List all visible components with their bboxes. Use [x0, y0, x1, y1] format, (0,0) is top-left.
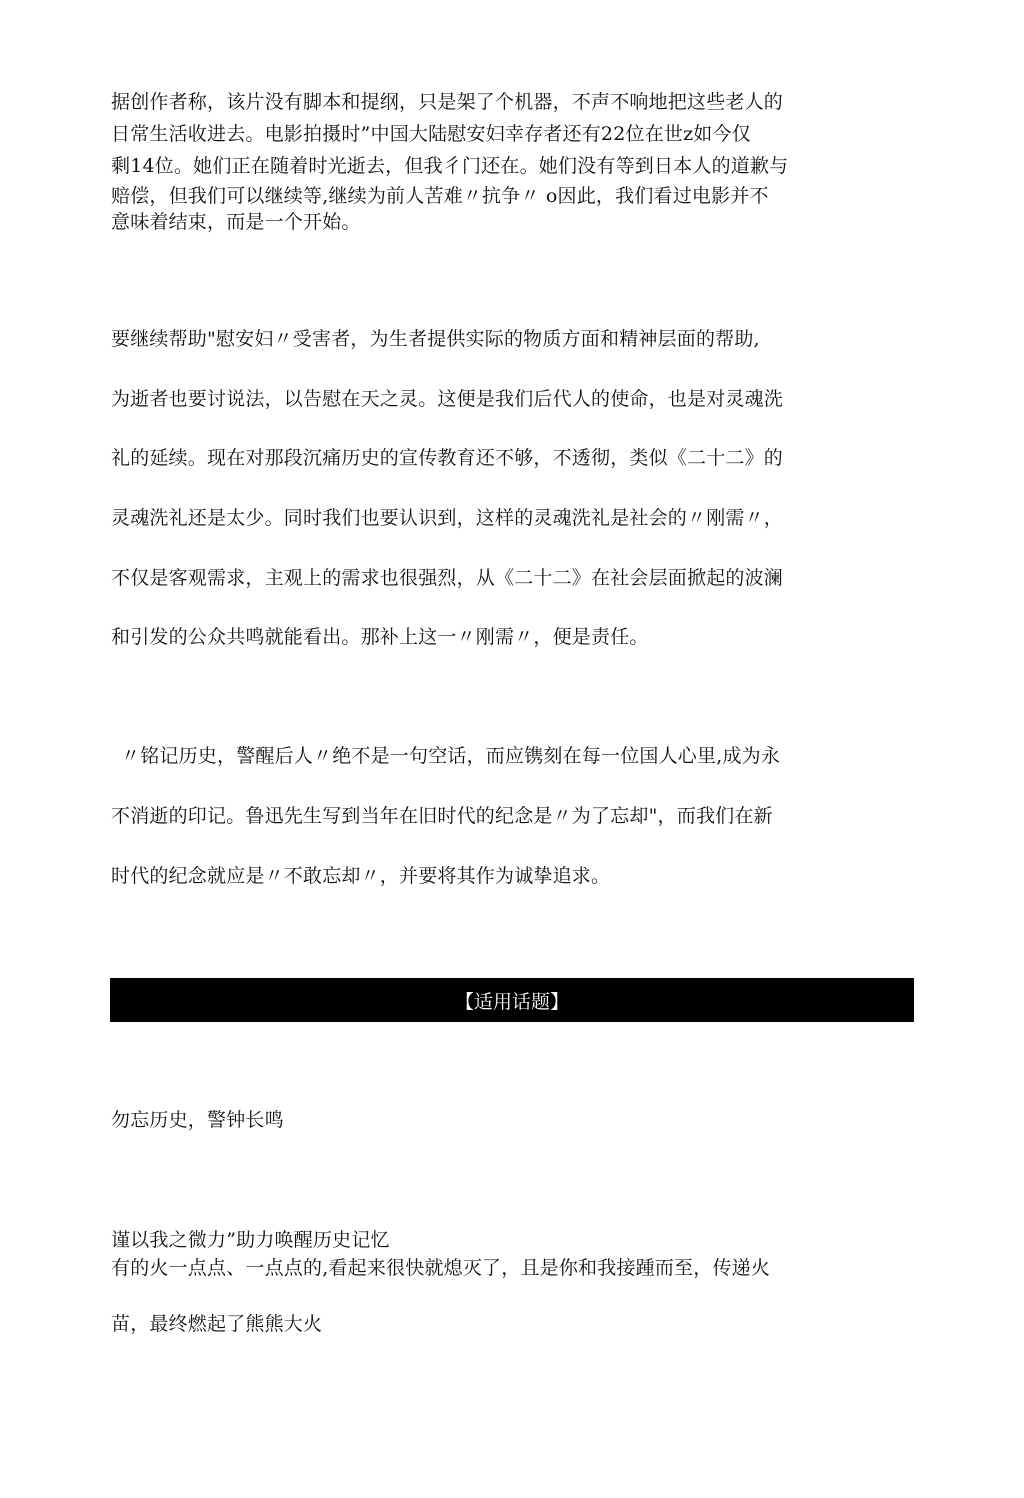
text-line: 为逝者也要讨说法，以告慰在天之灵。这便是我们后代人的使命，也是对灵魂洗 [111, 388, 784, 410]
text-line: 〃铭记历史，警醒后人〃绝不是一句空话，而应镌刻在每一位国人心里,成为永 [121, 745, 781, 767]
text-line: 意味着结束，而是一个开始。 [111, 211, 361, 233]
text-line: 灵魂洗礼还是太少。同时我们也要认识到，这样的灵魂洗礼是社会的〃刚需〃， [111, 507, 784, 529]
text-line: 据创作者称，该片没有脚本和提纲，只是架了个机器，不声不响地把这些老人的 [111, 91, 784, 113]
text-line: 日常生活收进去。电影拍摄时”中国大陆慰安妇幸存者还有22位在世z如今仅 [111, 123, 751, 145]
text-line: 不仅是客观需求，主观上的需求也很强烈，从《二十二》在社会层面掀起的波澜 [111, 567, 784, 589]
topic-line: 勿忘历史，警钟长鸣 [111, 1109, 284, 1131]
text-line: 礼的延续。现在对那段沉痛历史的宣传教育还不够，不透彻，类似《二十二》的 [111, 447, 784, 469]
topics-banner [110, 978, 914, 1022]
text-line: 要继续帮助"慰安妇〃受害者，为生者提供实际的物质方面和精神层面的帮助, [111, 328, 760, 350]
banner-title: 【适用话题】 [454, 990, 569, 1013]
topic-line: 有的火一点点、一点点的,看起来很快就熄灭了，且是你和我接踵而至，传递火 [111, 1257, 771, 1279]
text-line: 不消逝的印记。鲁迅先生写到当年在旧时代的纪念是〃为了忘却"，而我们在新 [111, 805, 773, 827]
text-line: 和引发的公众共鸣就能看出。那补上这一〃刚需〃，便是责任。 [111, 626, 649, 648]
topic-line: 苗，最终燃起了熊熊大火 [111, 1313, 323, 1335]
text-line: 赔偿，但我们可以继续等,继续为前人苦难〃抗争〃 o因此，我们看过电影并不 [111, 185, 769, 207]
topic-line: 谨以我之微力”助力唤醒历史记忆 [111, 1229, 390, 1251]
text-line: 时代的纪念就应是〃不敢忘却〃，并要将其作为诚挚追求。 [111, 865, 611, 887]
text-line: 剩14位。她们正在随着时光逝去，但我彳门还在。她们没有等到日本人的道歉与 [111, 155, 789, 177]
